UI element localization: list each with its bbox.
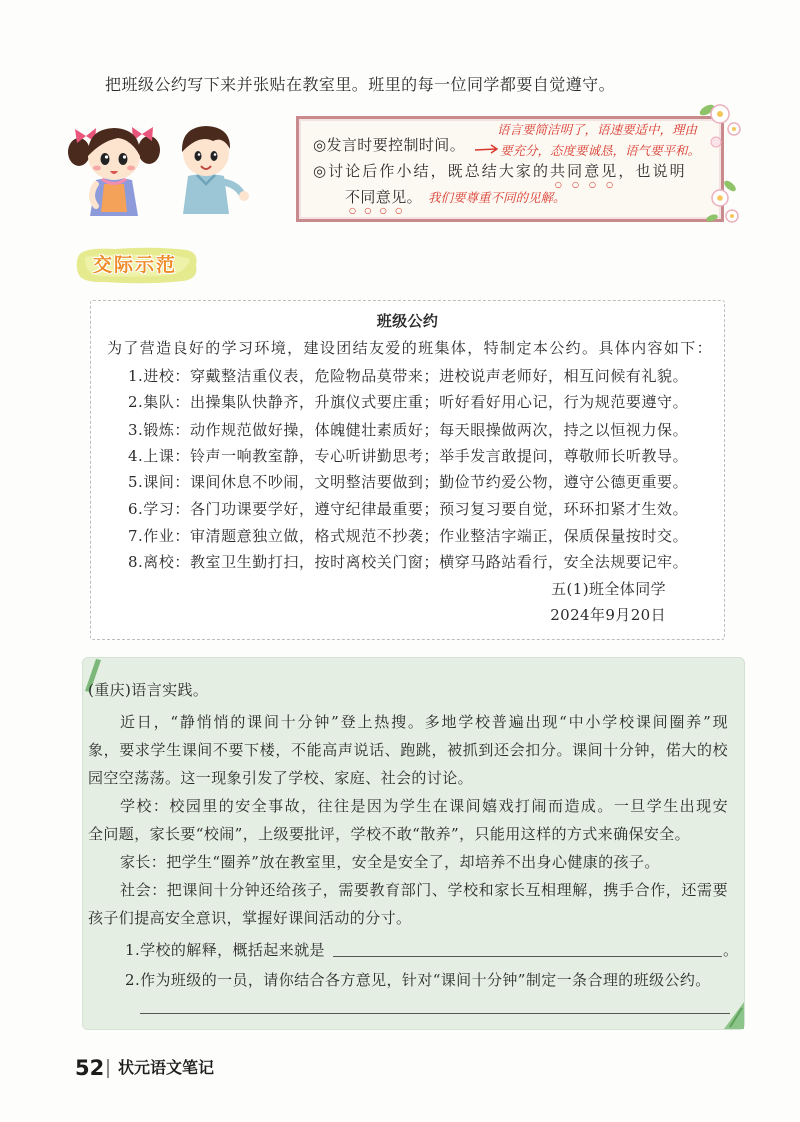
girl-figure bbox=[68, 127, 160, 216]
convention-item: 3.锻炼：动作规范做好操，体魄健壮素质好；每天眼操做两次，持之以恒视力保。 bbox=[128, 421, 688, 439]
emphasized-different-opinion: 不同意见 bbox=[345, 188, 407, 206]
book-title: 状元语文笔记 bbox=[118, 1058, 215, 1077]
convention-item: 6.学习：各门功课要学好，遵守纪律最重要；预习复习要自觉，环环扣紧才生效。 bbox=[128, 500, 688, 518]
convention-item: 2.集队：出操集队快静齐，升旗仪式要庄重；听好看好用心记，行为规范要遵守。 bbox=[128, 393, 688, 411]
girl-pigtail-right bbox=[138, 136, 160, 164]
convention-item: 1.进校：穿戴整洁重仪表，危险物品莫带来；进校说声老师好，相互问候有礼貌。 bbox=[128, 367, 688, 385]
children-illustration bbox=[66, 116, 252, 218]
tip-line-3 bbox=[345, 187, 422, 207]
practice-heading: (重庆)语言实践。 bbox=[88, 681, 209, 699]
girl-eye-right bbox=[119, 153, 128, 165]
paragraph-line: 象，要求学生课间不要下楼，不能高声说话、跑跳，被抓到还会扣分。课间十分钟，偌大的校 bbox=[88, 741, 728, 759]
paragraph-line: 近日，“静悄悄的课间十分钟”登上热搜。多地学校普遍出现“中小学校课间圈养”现 bbox=[120, 713, 728, 731]
tip-line-1: ◎发言时要控制时间。 bbox=[313, 136, 466, 154]
convention-date: 2024年9月20日 bbox=[550, 606, 666, 624]
section-label bbox=[75, 245, 200, 285]
handwritten-note-line-1: 语言要简洁明了，语速要适中，理由 bbox=[497, 122, 698, 137]
girl-eye-left bbox=[101, 153, 110, 165]
paragraph-line: 社会：把课间十分钟还给孩子，需要教育部门、学校和家长互相理解，携手合作，还需要 bbox=[120, 881, 728, 899]
paragraph-line: 园空空荡荡。这一现象引发了学校、家庭、社会的讨论。 bbox=[88, 769, 474, 787]
girl-eye-highlight bbox=[105, 155, 108, 158]
instruction-text: 把班级公约写下来并张贴在教室里。班里的每一位同学都要自觉遵守。 bbox=[105, 75, 615, 94]
flower-cluster-top bbox=[698, 103, 740, 147]
tip-line-3-end: 。 bbox=[406, 188, 423, 206]
tip-line-2-end: ，也说明 bbox=[618, 162, 685, 180]
girl-eye-highlight bbox=[123, 155, 126, 158]
paragraph-line: 全问题，家长要“校闹”，上级要批评，学校不敢“散养”，只能用这样的方式来确保安全。 bbox=[88, 825, 691, 843]
flower-center bbox=[717, 111, 723, 117]
flower-center bbox=[732, 127, 736, 131]
paragraph-line: 孩子们提高安全意识，掌握好课间活动的分寸。 bbox=[88, 909, 412, 927]
girl-apron bbox=[101, 184, 127, 212]
girl-pigtail-left bbox=[68, 138, 90, 166]
flower-cluster-bottom bbox=[705, 179, 738, 223]
boy-hand bbox=[239, 191, 249, 201]
answer-blank-1 bbox=[333, 956, 722, 957]
answer-blank-2 bbox=[140, 1013, 730, 1014]
convention-title: 班级公约 bbox=[376, 312, 439, 330]
flower-center bbox=[717, 195, 723, 201]
flower-petal bbox=[711, 137, 721, 147]
boy-eye-highlight bbox=[214, 153, 217, 156]
boy-figure bbox=[182, 126, 249, 214]
question-2: 2.作为班级的一员，请你结合各方意见，针对“课间十分钟”制定一条合理的班级公约。 bbox=[125, 971, 711, 989]
paragraph-line: 学校：校园里的安全事故，往往是因为学生在课间嬉戏打闹而造成。一旦学生出现安 bbox=[120, 797, 728, 815]
convention-item: 8.离校：教室卫生勤打扫，按时离校关门窗；横穿马路站看行，安全法规要记牢。 bbox=[128, 553, 688, 571]
convention-item: 4.上课：铃声一响教室静，专心听讲勤思考；举手发言敢提问，尊敬师长听教导。 bbox=[128, 447, 688, 465]
page-number: 52 bbox=[75, 1056, 105, 1080]
corner-stroke-bottom-right bbox=[722, 1000, 745, 1030]
girl-cheek bbox=[93, 166, 101, 171]
boy-eye-left bbox=[195, 151, 202, 161]
paragraph-line: 家长：把学生“圈养”放在教室里，安全是安全了，却培养不出身心健康的孩子。 bbox=[120, 853, 660, 871]
tip-line-2-text: ◎讨论后作小结，既总结大家的 bbox=[313, 162, 551, 180]
leaf bbox=[705, 213, 718, 223]
question-1-end: 。 bbox=[723, 941, 739, 959]
footer-divider bbox=[107, 1059, 109, 1078]
convention-item: 7.作业：审清题意独立做，格式规范不抄袭；作业整洁字端正，保质保量按时交。 bbox=[128, 527, 688, 545]
handwritten-note-respect: 我们要尊重不同的见解。 bbox=[428, 190, 566, 205]
flower-decoration bbox=[690, 98, 742, 230]
question-1: 1.学校的解释，概括起来就是 bbox=[125, 941, 325, 959]
girl-cheek bbox=[127, 166, 135, 171]
boy-eye-right bbox=[211, 151, 218, 161]
convention-signature: 五(1)班全体同学 bbox=[551, 580, 666, 598]
emphasized-common-opinion: 共同意见 bbox=[550, 162, 619, 180]
flower-center bbox=[730, 214, 734, 218]
tip-line-2 bbox=[313, 161, 685, 181]
handwritten-note-line-2: 要充分，态度要诚恳，语气要平和。 bbox=[500, 143, 701, 158]
annotation-arrow bbox=[474, 140, 500, 154]
convention-intro: 为了营造良好的学习环境，建设团结友爱的班集体，特制定本公约。具体内容如下： bbox=[107, 339, 712, 357]
boy-eye-highlight bbox=[198, 153, 201, 156]
section-label-text: 交际示范 bbox=[93, 254, 178, 276]
convention-item: 5.课间：课间休息不吵闹，文明整洁要做到；勤俭节约爱公物，遵守公德更重要。 bbox=[128, 473, 688, 491]
